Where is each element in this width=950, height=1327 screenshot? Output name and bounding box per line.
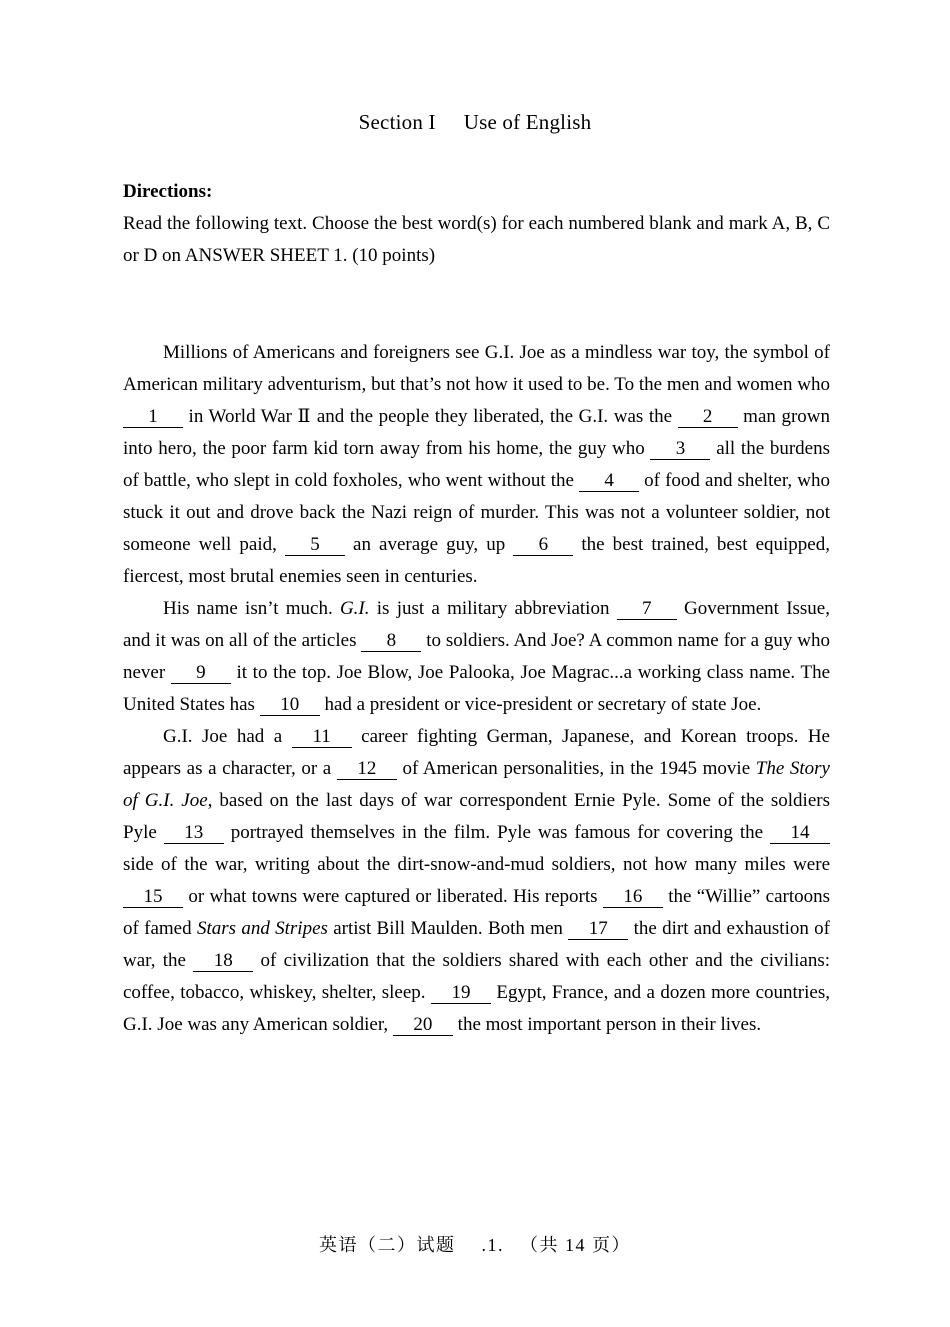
text-run: it to the top. Joe Blow, Joe Palooka, Joe Magrac...a working class name. The United States has [123,662,831,715]
page-footer [0,1231,950,1257]
numbered-blank-12: 12 [337,758,397,780]
passage-paragraph-1 [123,337,830,593]
numbered-blank-20: 20 [393,1014,453,1036]
text-run: had a president or vice-president or secretary of state Joe. [319,694,762,715]
text-run: , based on the last days of war correspondent Ernie Pyle. Some of the soldiers Pyle [123,790,830,843]
numbered-blank-9: 9 [171,662,231,684]
italic-text: The Story of G.I. Joe [123,758,830,811]
numbered-blank-7: 7 [617,598,677,620]
numbered-blank-10: 10 [260,694,320,716]
numbered-blank-6: 6 [513,534,573,556]
text-run: His name isn’t much. [163,598,340,619]
cloze-passage [123,337,830,1041]
text-run: to soldiers. And Joe? A common name for a guy who never [123,630,830,683]
numbered-blank-3: 3 [650,438,710,460]
text-run: an average guy, up [344,534,514,555]
directions-text: Read the following text. Choose the best word(s) for each numbered blank and mark A, B, C or D on ANSWER SHEET 1. (10 points) [123,213,830,266]
passage-paragraph-3 [123,721,830,1041]
numbered-blank-1: 1 [123,406,183,428]
numbered-blank-13: 13 [164,822,224,844]
numbered-blank-17: 17 [568,918,628,940]
italic-text: G.I. [339,598,370,619]
footer-page-number: .1. [481,1235,504,1255]
text-run: man grown into hero, the poor farm kid torn away from his home, the guy who [123,406,830,459]
text-run: of food and shelter, who stuck it out and drove back the Nazi reign of murder. This was not a volunteer soldier, not someone well paid, [123,470,830,555]
text-run: in World War Ⅱ and the people they liberated, the G.I. was the [183,406,678,427]
text-run: artist Bill Maulden. Both men [327,918,569,939]
numbered-blank-11: 11 [292,726,352,748]
passage-paragraph-2 [123,593,830,721]
footer-doc-label: 英语（二）试题 [319,1235,456,1255]
numbered-blank-16: 16 [603,886,663,908]
directions-label: Directions: [123,181,213,202]
text-run: portrayed themselves in the film. Pyle was famous for covering the [223,822,771,843]
text-run: Government Issue, and it was on all of the articles [123,598,830,651]
text-run: of civilization that the soldiers shared with each other and the civilians: coffee, tobacco, whiskey, shelter, sleep. [123,950,830,1003]
text-run: the dirt and exhaustion of war, the [123,918,830,971]
directions-block [123,176,830,272]
text-run: Egypt, France, and a dozen more countries, G.I. Joe was any American soldier, [123,982,830,1035]
numbered-blank-4: 4 [579,470,639,492]
numbered-blank-18: 18 [193,950,253,972]
text-run: career fighting German, Japanese, and Korean troops. He appears as a character, or a [123,726,830,779]
italic-text: Stars and Stripes [196,918,328,939]
text-run: Millions of Americans and foreigners see G.I. Joe as a mindless war toy, the symbol of American military adventurism, but that’s not how it used to be. To the men and women who [123,342,830,395]
text-run: all the burdens of battle, who slept in cold foxholes, who went without the [123,438,830,491]
text-run: or what towns were captured or liberated. His reports [183,886,603,907]
text-run: is just a military abbreviation [369,598,617,619]
footer-total-pages: （共 14 页） [520,1235,631,1255]
numbered-blank-19: 19 [431,982,491,1004]
section-title-number: Section I [358,110,436,134]
text-run: of American personalities, in the 1945 movie [396,758,756,779]
numbered-blank-14: 14 [770,822,830,844]
numbered-blank-2: 2 [678,406,738,428]
numbered-blank-5: 5 [285,534,345,556]
text-run: the best trained, best equipped, fiercest, most brutal enemies seen in centuries. [123,534,830,587]
text-run: the most important person in their lives. [452,1014,762,1035]
section-title [0,110,950,135]
text-run: G.I. Joe had a [163,726,292,747]
text-run: side of the war, writing about the dirt-snow-and-mud soldiers, not how many miles were [123,854,830,875]
text-run: the “Willie” cartoons of famed [123,886,830,939]
numbered-blank-8: 8 [361,630,421,652]
section-title-name: Use of English [463,110,592,134]
numbered-blank-15: 15 [123,886,183,908]
